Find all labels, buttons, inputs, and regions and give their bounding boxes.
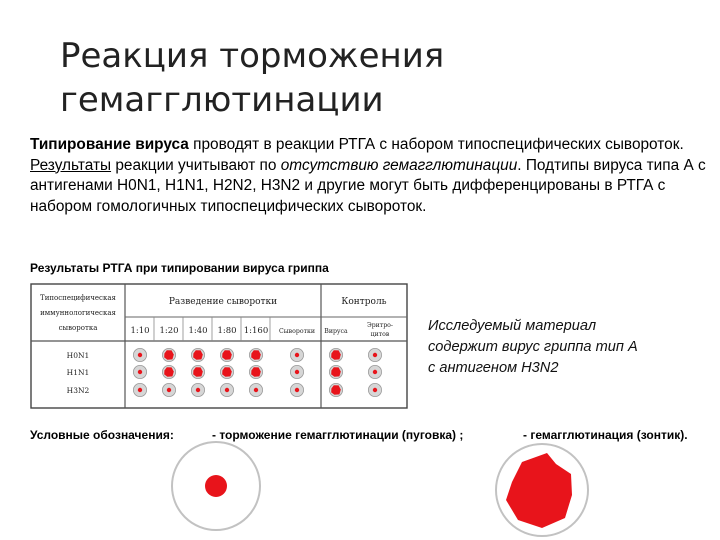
umbrella-symbol-icon — [492, 440, 592, 540]
table-caption: Результаты РТГА при типировании вируса гриппа — [30, 261, 329, 275]
legend-title: Условные обозначения: — [30, 428, 174, 442]
control-label: Эритро- — [366, 322, 394, 329]
hdr-control: Контроль — [341, 297, 387, 307]
row-label: H1N1 — [66, 368, 90, 377]
legend-agglutination-text: - гемагглютинация (зонтик). — [523, 428, 688, 442]
text-run-2: реакции учитывают по — [111, 156, 281, 174]
row-label: H0N1 — [66, 351, 90, 360]
dilution-label: 1:20 — [159, 326, 179, 336]
button-mark — [225, 388, 229, 392]
hdr-specific-line: Типоспецифическая — [40, 294, 116, 302]
row-label: H3N2 — [66, 386, 90, 395]
button-mark — [167, 388, 171, 392]
text-run-1: проводят в реакции РТГА с набором типоспецифических сывороток. — [188, 136, 684, 153]
button-mark — [373, 370, 377, 374]
dilution-label: 1:10 — [130, 326, 150, 336]
legend-inhibition-text: - торможение гемагглютинации (пуговка) ; — [212, 428, 464, 442]
conclusion-line-3: с антигеном H3N2 — [428, 360, 559, 376]
italic-phrase: отсутствию гемагглютинации — [280, 156, 518, 174]
dilution-label: 1:160 — [243, 326, 269, 336]
button-mark — [295, 353, 299, 357]
button-mark — [373, 388, 377, 392]
control-label: Вируса — [324, 328, 348, 335]
button-mark — [138, 388, 142, 392]
button-mark — [138, 370, 142, 374]
hdr-dilution: Разведение сыворотки — [168, 297, 278, 307]
conclusion-line-2: содержит вирус гриппа тип А — [428, 339, 638, 355]
control-label: Сыворотки — [279, 328, 315, 335]
button-mark — [138, 353, 142, 357]
title-line-2: гемагглютинации — [60, 80, 384, 120]
text-run-3: . Подтипы вируса типа А с антигенами H0N1, H1N1, H2N2, H3N2 и другие могут быть дифференцированы в РТГА с набором гомологичных типоспецифических сывороток. — [30, 156, 706, 215]
hdr-specific-line: сыворотка — [58, 324, 98, 332]
button-mark — [196, 388, 200, 392]
dilution-label: 1:40 — [188, 326, 208, 336]
dilution-label: 1:80 — [217, 326, 237, 336]
results-table-drawing — [30, 283, 410, 411]
button-mark — [295, 388, 299, 392]
hdr-specific-line: иммуннологическая — [40, 309, 116, 317]
button-mark — [254, 388, 258, 392]
button-mark — [373, 353, 377, 357]
control-label: цитов — [370, 331, 390, 338]
bold-phrase: Типирование вируса — [30, 136, 189, 153]
button-symbol-icon — [170, 440, 262, 540]
button-mark — [295, 370, 299, 374]
title-line-1: Реакция торможения — [60, 36, 445, 76]
body-paragraph — [30, 135, 710, 217]
conclusion-text — [428, 316, 698, 379]
results-table — [30, 283, 410, 416]
conclusion-line-1: Исследуемый материал — [428, 318, 597, 334]
underlined-phrase: Результаты — [30, 156, 112, 174]
slide-title — [60, 34, 680, 122]
button-symbol-dot — [205, 475, 227, 497]
